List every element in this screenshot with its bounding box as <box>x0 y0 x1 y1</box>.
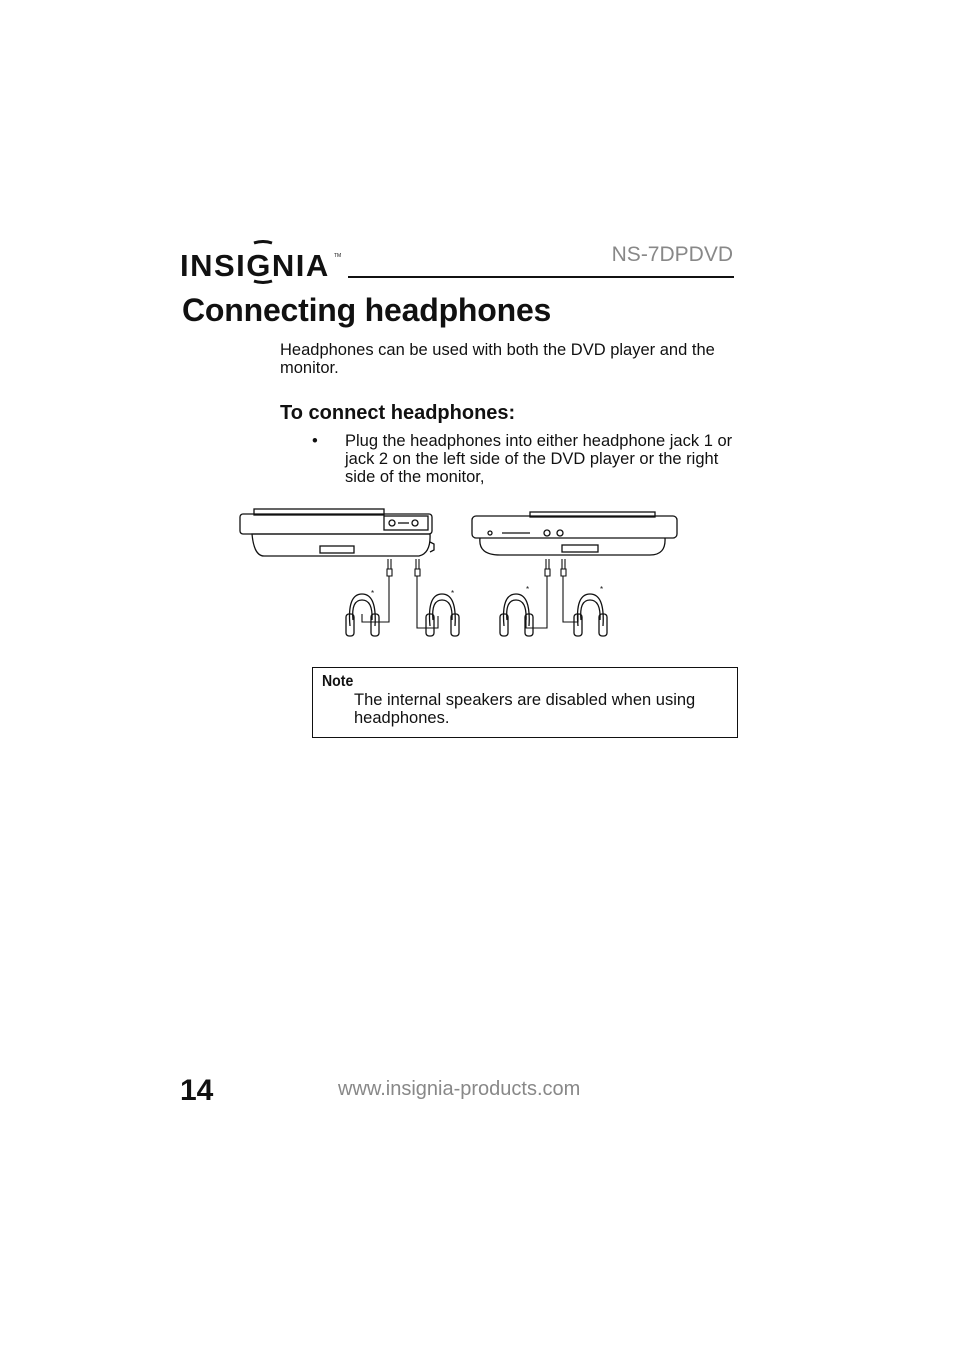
headphones-icon <box>346 589 379 636</box>
page-title: Connecting headphones <box>182 292 552 328</box>
svg-text:*: * <box>526 585 530 594</box>
bullet-icon: • <box>312 432 318 450</box>
svg-text:*: * <box>451 589 455 598</box>
headphone-connection-illustration <box>234 504 684 644</box>
insignia-logo <box>180 240 345 284</box>
instruction-list <box>312 432 742 486</box>
list-item <box>312 432 742 486</box>
list-item-text: Plug the headphones into either headphone jack 1 or jack 2 on the left side of the DVD player or the right side of the monitor, <box>345 432 733 486</box>
intro-paragraph: Headphones can be used with both the DVD player and the monitor. <box>280 341 715 377</box>
page-number: 14 <box>180 1074 214 1107</box>
header-rule <box>348 276 734 278</box>
note-text: The internal speakers are disabled when using headphones. <box>354 691 696 727</box>
footer-url: www.insignia-products.com <box>338 1078 581 1100</box>
headphones-icon <box>574 585 607 636</box>
svg-text:TM: TM <box>334 253 342 259</box>
svg-text:*: * <box>371 589 375 598</box>
svg-text:INSIGNIA: INSIGNIA <box>180 248 330 283</box>
note-box <box>312 667 738 738</box>
svg-text:*: * <box>600 585 604 594</box>
headphones-icon <box>426 589 459 636</box>
model-number: NS-7DPDVD <box>611 243 733 266</box>
procedure-heading: To connect headphones: <box>280 402 516 424</box>
dvd-player-icon <box>240 509 434 556</box>
monitor-icon <box>472 512 677 555</box>
note-label: Note <box>322 673 354 690</box>
